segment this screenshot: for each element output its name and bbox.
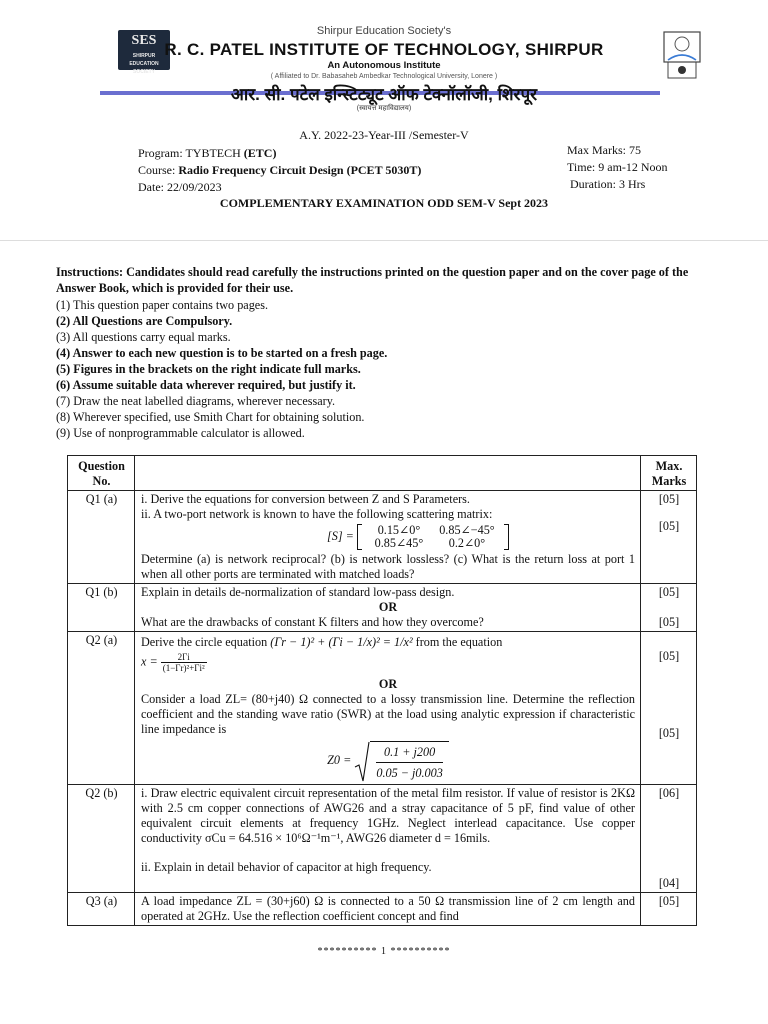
instruction-item: (4) Answer to each new question is to be started on a fresh page. (56, 346, 388, 360)
or-separator: OR (378, 677, 398, 691)
instruction-item: (2) All Questions are Compulsory. (56, 314, 233, 328)
instructions-heading: Instructions: Candidates should read carefully the instructions printed on the question paper and on the cover page of the Answer Book, which is provided for their use. (56, 265, 689, 295)
institute-subtitle-hindi: (स्वायत्त महाविद्यालय) (356, 105, 412, 112)
marks-cell (641, 785, 697, 893)
x-numerator: 2Γi (161, 652, 207, 663)
matrix-s21: 0.85∠45° (374, 536, 424, 550)
academic-year: A.Y. 2022-23-Year-III /Semester-V (299, 128, 469, 142)
matrix-s11: 0.15∠0° (377, 523, 421, 537)
matrix-label: [S] = (327, 528, 354, 543)
or-separator: OR (378, 600, 398, 614)
marks-value: [05] (658, 649, 680, 663)
x-denominator: (1−Γr)²+Γi² (162, 663, 205, 673)
course-label: Course: (138, 163, 179, 177)
marks-value: [05] (658, 894, 680, 908)
page-header (0, 0, 768, 240)
marks-value: [05] (658, 585, 680, 599)
marks-value: [05] (658, 519, 680, 533)
autonomous-label: An Autonomous Institute (327, 60, 441, 71)
question-number: Q2 (b) (68, 785, 135, 893)
sqrt-body (370, 741, 448, 781)
question-number: Q2 (a) (68, 632, 135, 785)
marks-cell (641, 584, 697, 632)
q2a-circle-equation-line (141, 633, 635, 650)
instructions-list (56, 297, 706, 441)
marks-cell (641, 491, 697, 584)
marks-cell (641, 632, 697, 785)
q2a-text-2: Consider a load ZL= (80+j40) Ω connected to a lossy transmission line. Determine the reflection coefficient and the standing wave ratio (SWR) at the load using analytic expression if characteristic line impedance is (141, 692, 635, 736)
radical-sign-icon (354, 741, 370, 783)
matrix-s22: 0.2∠0° (448, 536, 486, 550)
max-marks: Max Marks: 75 (567, 143, 641, 157)
instruction-item: (7) Draw the neat labelled diagrams, wherever necessary. (56, 394, 336, 408)
exam-duration: Duration: 3 Hrs (570, 177, 646, 191)
questions-table (67, 455, 697, 926)
q1a-part-ii: ii. A two-port network is known to have the following scattering matrix: (141, 507, 493, 521)
x-equation (141, 650, 635, 675)
instruction-item: (3) All questions carry equal marks. (56, 330, 231, 344)
x-label: x = (141, 654, 158, 669)
header-question-no (68, 456, 135, 491)
marks-value: [06] (658, 786, 680, 800)
question-text (135, 584, 641, 632)
logo-text: SES (131, 33, 157, 48)
instruction-item: (6) Assume suitable data wherever required, but justify it. (56, 378, 356, 392)
marks-value: [04] (658, 876, 680, 890)
table-header-row (68, 456, 697, 491)
header-max-marks (641, 456, 697, 491)
marks-cell (641, 893, 697, 926)
q2b-part-ii: ii. Explain in detail behavior of capacitor at high frequency. (141, 860, 432, 874)
program-line (138, 146, 276, 161)
page-footer: ********** 1 ********** (317, 946, 451, 957)
header-max-label: Max. (655, 459, 683, 473)
question-text (135, 491, 641, 584)
question-text (135, 632, 641, 785)
exam-time: Time: 9 am-12 Noon (567, 160, 668, 174)
z0-label: Z0 = (327, 752, 352, 767)
header-blank-cell (135, 456, 641, 491)
scattering-matrix-equation (141, 522, 635, 552)
question-number: Q1 (b) (68, 584, 135, 632)
marks-value: [05] (658, 492, 680, 506)
header-no-label: No. (92, 474, 111, 488)
table-row-q2a (68, 632, 697, 785)
scattering-matrix (357, 524, 509, 550)
course-name: Radio Frequency Circuit Design (PCET 5030T) (178, 163, 422, 177)
question-text (135, 785, 641, 893)
table-row-q1a (68, 491, 697, 584)
z0-denominator: 0.05 − j0.003 (376, 766, 443, 780)
program-label: Program: TYBTECH (138, 146, 244, 160)
program-code: (ETC) (243, 146, 277, 160)
matrix-s12: 0.85∠−45° (439, 523, 495, 537)
header-marks-label: Marks (651, 474, 687, 488)
table-row-q2b (68, 785, 697, 893)
question-number: Q3 (a) (68, 893, 135, 926)
society-name: Shirpur Education Society's (316, 25, 452, 37)
header-divider (0, 240, 768, 241)
header-question-label: Question (78, 459, 125, 473)
instruction-item: (9) Use of nonprogrammable calculator is allowed. (56, 426, 305, 440)
z0-equation (141, 737, 635, 783)
q1a-determine-text: Determine (a) is network reciprocal? (b) is network lossless? (c) What is the return loss at port 1 when all other ports are terminated with matched loads? (141, 552, 635, 581)
table-row-q3a (68, 893, 697, 926)
instruction-item: (5) Figures in the brackets on the right indicate full marks. (56, 362, 361, 376)
q1b-text-1: Explain in details de-normalization of standard low-pass design. (141, 585, 455, 599)
course-line (138, 163, 421, 178)
q1a-part-i: i. Derive the equations for conversion between Z and S Parameters. (141, 492, 470, 506)
marks-value: [05] (658, 726, 680, 740)
institute-name: R. C. PATEL INSTITUTE OF TECHNOLOGY, SHIRPUR (164, 40, 604, 59)
question-number: Q1 (a) (68, 491, 135, 584)
q1b-text-2: What are the drawbacks of constant K filters and how they overcome? (141, 615, 484, 629)
instructions-section (56, 264, 706, 441)
square-root (354, 741, 448, 781)
marks-value: [05] (658, 615, 680, 629)
instruction-item: (8) Wherever specified, use Smith Chart for obtaining solution. (56, 410, 365, 424)
question-text: A load impedance ZL = (30+j60) Ω is connected to a 50 Ω transmission line of 2 cm length and operated at 2GHz. Use the reflection coefficient concept and find (135, 893, 641, 926)
table-row-q1b (68, 584, 697, 632)
q2a-text-post: from the equation (412, 635, 503, 649)
institute-name-hindi: आर. सी. पटेल इन्स्टिट्यूट ऑफ टेक्नॉलॉजी, शिरपूर (230, 85, 538, 104)
affiliation-label: ( Affiliated to Dr. Babasaheb Ambedkar Technological University, Lonere ) (270, 73, 498, 80)
z0-numerator: 0.1 + j200 (376, 744, 442, 763)
q2b-part-i: i. Draw electric equivalent circuit representation of the metal film resistor. If value of resistor is 2KΩ with 2.5 cm copper connections of AWG26 and a stray capacitance of 5 pF, find value of other equivalent circuit elements at frequency 1GHz. Neglect interlead capacitance. Use copper conductivity σCu = 64.516 × 10⁶Ω⁻¹m⁻¹, AWG26 diameter d = 16mils. (141, 786, 635, 845)
circle-equation: (Γr − 1)² + (Γi − 1/x)² = 1/x² (270, 635, 413, 649)
exam-date: Date: 22/09/2023 (138, 180, 222, 194)
exam-title: COMPLEMENTARY EXAMINATION ODD SEM-V Sept 2023 (219, 196, 549, 210)
logo-subtext: SHIRPUR EDUCATION SOCIETY (129, 53, 159, 75)
instruction-item: (1) This question paper contains two pages. (56, 298, 268, 312)
x-fraction (161, 652, 207, 673)
q2a-text-pre: Derive the circle equation (141, 635, 271, 649)
